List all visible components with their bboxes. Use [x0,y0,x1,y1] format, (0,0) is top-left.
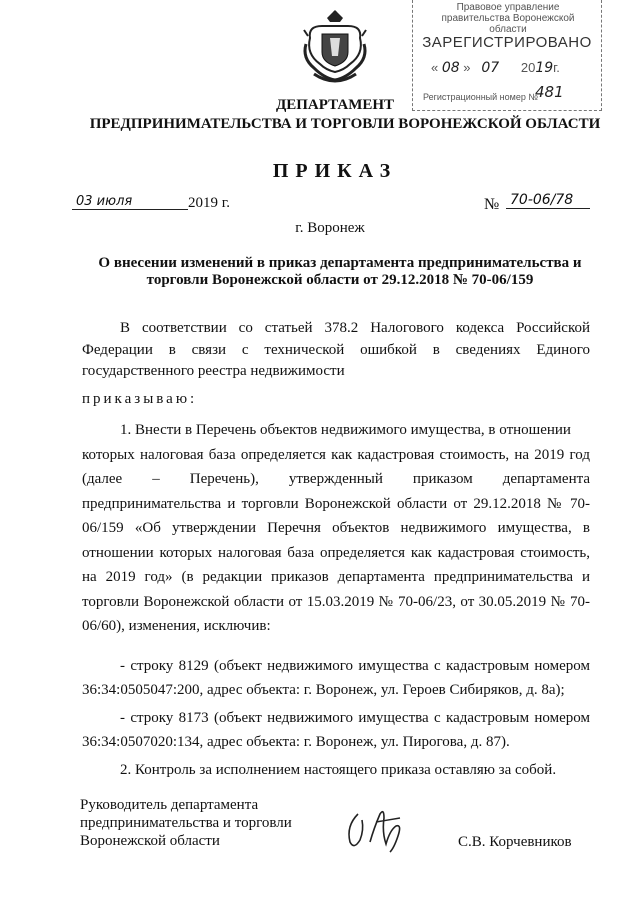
handwritten-signature [340,800,430,855]
item-1-first-line: 1. Внести в Перечень объектов недвижимого имущества, в отношении [120,422,571,438]
department-name-line2: ПРЕДПРИНИМАТЕЛЬСТВА И ТОРГОВЛИ ВОРОНЕЖСКОЙ ОБЛАСТИ [89,116,601,132]
preamble-paragraph: В соответствии со статьей 378.2 Налогового кодекса Российской Федерации в связи с технической ошибкой в сведениях Единого государственного реестра недвижимости [82,320,590,379]
stamp-reg-label: Регистрационный номер № [423,92,539,102]
order-date-handwritten: 03 июля [72,194,188,210]
position-line-1: Руководитель департамента [80,797,259,813]
department-name-line1: ДЕПАРТАМЕНТ [275,97,395,113]
stamp-year-hw: 19 [535,60,554,76]
position-line-2: предпринимательства и торговли [80,815,292,831]
city-line: г. Воронеж [295,220,365,236]
document-type-heading: ПРИКАЗ [272,160,398,182]
order-number-handwritten: 70-06/78 [506,192,590,209]
stamp-day: 08 [441,60,460,76]
stamp-month: 07 [481,60,500,76]
order-number-label: № [484,196,500,213]
stamp-authority-text: Правовое управление правительства Воронежской области [441,2,575,35]
exclusion-bullet-1: - строку 8129 (объект недвижимого имущества с кадастровым номером 36:34:0505047:200, адрес объекта: г. Воронеж, ул. Героев Сибиряков, д. 8а); [82,658,590,698]
order-title: О внесении изменений в приказ департамента предпринимательства и торговли Воронежской области от 29.12.2018 № 70-06/159 [98,255,582,288]
stamp-reg-number: 481 [535,83,564,101]
signatory-name: С.В. Корчевников [458,834,572,850]
prikazyvayu-label: приказываю: [82,391,198,407]
signatory-position [80,796,292,850]
item-1-paragraph [82,418,590,639]
item-1-rest: которых налоговая база определяется как кадастровая стоимость, на 2019 год (далее – Перечень), утвержденный приказом департамента предпринимательства и торговли Воронежской области от 29.12.2018 № 70-06/159 «Об утверждении Перечня объектов недвижимого имущества, в отношении которых налоговая база определяется как кадастровая стоимость, на 2019 год» (в редакции приказов департамента предпринимательства и торговли Воронежской области от 15.03.2019 № 70-06/23, от 30.05.2019 № 70-06/60), изменения, исключив: [82,446,590,634]
coat-of-arms-emblem [300,8,370,90]
position-line-3: Воронежской области [80,833,220,849]
item-2-paragraph: 2. Контроль за исполнением настоящего приказа оставляю за собой. [120,762,557,778]
registration-stamp [412,0,602,111]
stamp-date: « 08 » 07 2019г. [431,60,560,76]
order-year: 2019 г. [188,195,230,211]
stamp-year-prefix: 20 [520,60,536,75]
exclusion-bullet-2: - строку 8173 (объект недвижимого имущества с кадастровым номером 36:34:0507020:134, адрес объекта: г. Воронеж, ул. Пирогова, д. 87). [82,710,590,750]
stamp-registered-text: ЗАРЕГИСТРИРОВАНО [422,34,592,51]
